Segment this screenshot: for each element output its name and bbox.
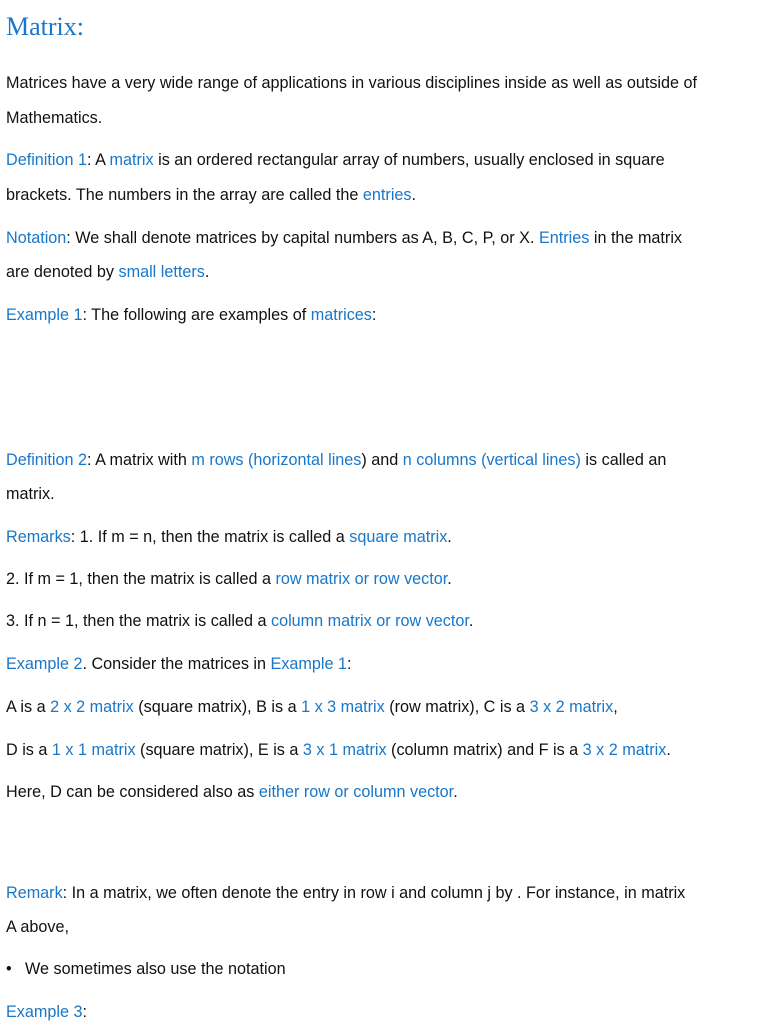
remark-label: Remark	[6, 884, 63, 902]
term-3x2-matrix-c: 3 x 2 matrix	[529, 698, 614, 716]
notation-line-1: Notation: We shall denote matrices by capital numbers as A, B, C, P, or X. Entries in the matrix	[6, 229, 683, 247]
term-3x2-matrix-f: 3 x 2 matrix	[582, 741, 667, 759]
term-entries: entries	[362, 186, 412, 204]
definition-2-line-2: matrix.	[6, 485, 55, 503]
remark-line-2: A above,	[6, 918, 70, 936]
notation-line-2: are denoted by small letters.	[6, 263, 210, 281]
term-matrices: matrices	[310, 306, 372, 324]
term-row-or-column-vector: either row or column vector	[258, 783, 454, 801]
remark-line-1: Remark: In a matrix, we often denote the entry in row i and column j by . For instance, in matrix	[6, 884, 686, 902]
remarks-line-1: Remarks: 1. If m = n, then the matrix is called a square matrix.	[6, 528, 452, 546]
remarks-line-3: 3. If n = 1, then the matrix is called a column matrix or row vector.	[6, 612, 474, 630]
term-matrix: matrix	[109, 151, 154, 169]
definition-1-label: Definition 1	[6, 151, 87, 169]
example-2-line-d-vector: Here, D can be considered also as either row or column vector.	[6, 783, 458, 801]
page-title: Matrix:	[6, 12, 84, 41]
term-columns: n columns (vertical lines)	[402, 451, 581, 469]
example-2-heading: Example 2. Consider the matrices in Example 1:	[6, 655, 352, 673]
notation-label: Notation	[6, 229, 67, 247]
example-2-line-abc: A is a 2 x 2 matrix (square matrix), B is a 1 x 3 matrix (row matrix), C is a 3 x 2 matrix,	[6, 698, 618, 716]
example-1-heading: Example 1: The following are examples of matrices:	[6, 306, 377, 324]
term-1x1-matrix: 1 x 1 matrix	[51, 741, 136, 759]
term-small-letters: small letters	[118, 263, 205, 281]
term-square-matrix: square matrix	[349, 528, 448, 546]
term-1x3-matrix: 1 x 3 matrix	[301, 698, 385, 716]
bullet-mark: •	[6, 960, 12, 978]
example-3-heading: Example 3:	[6, 1003, 87, 1021]
intro-line-1: Matrices have a very wide range of applications in various disciplines inside as well as outside of	[6, 74, 698, 92]
definition-2-label: Definition 2	[6, 451, 87, 469]
definition-1-line-1: Definition 1: A matrix is an ordered rectangular array of numbers, usually enclosed in square	[6, 151, 665, 169]
remarks-line-2: 2. If m = 1, then the matrix is called a row matrix or row vector.	[6, 570, 452, 588]
term-2x2-matrix: 2 x 2 matrix	[50, 698, 134, 716]
definition-1-line-2: brackets. The numbers in the array are called the entries.	[6, 186, 417, 204]
intro-line-2: Mathematics.	[6, 109, 103, 127]
example-2-label: Example 2	[6, 655, 83, 673]
remarks-label: Remarks	[6, 528, 71, 546]
definition-2-line-1: Definition 2: A matrix with m rows (horizontal lines) and n columns (vertical lines) is called an	[6, 451, 667, 469]
example-1-label: Example 1	[6, 306, 83, 324]
term-rows: m rows (horizontal lines	[191, 451, 362, 469]
example-1-reference: Example 1	[270, 655, 347, 673]
bullet-item: • We sometimes also use the notation	[6, 952, 758, 987]
term-row-matrix: row matrix or row vector	[275, 570, 448, 588]
term-3x1-matrix: 3 x 1 matrix	[302, 741, 387, 759]
term-column-matrix: column matrix or row vector	[270, 612, 469, 630]
term-entries-notation: Entries	[538, 229, 590, 247]
example-2-line-def: D is a 1 x 1 matrix (square matrix), E is a 3 x 1 matrix (column matrix) and F is a 3 x 2 matrix.	[6, 741, 671, 759]
example-3-label: Example 3	[6, 1003, 83, 1021]
